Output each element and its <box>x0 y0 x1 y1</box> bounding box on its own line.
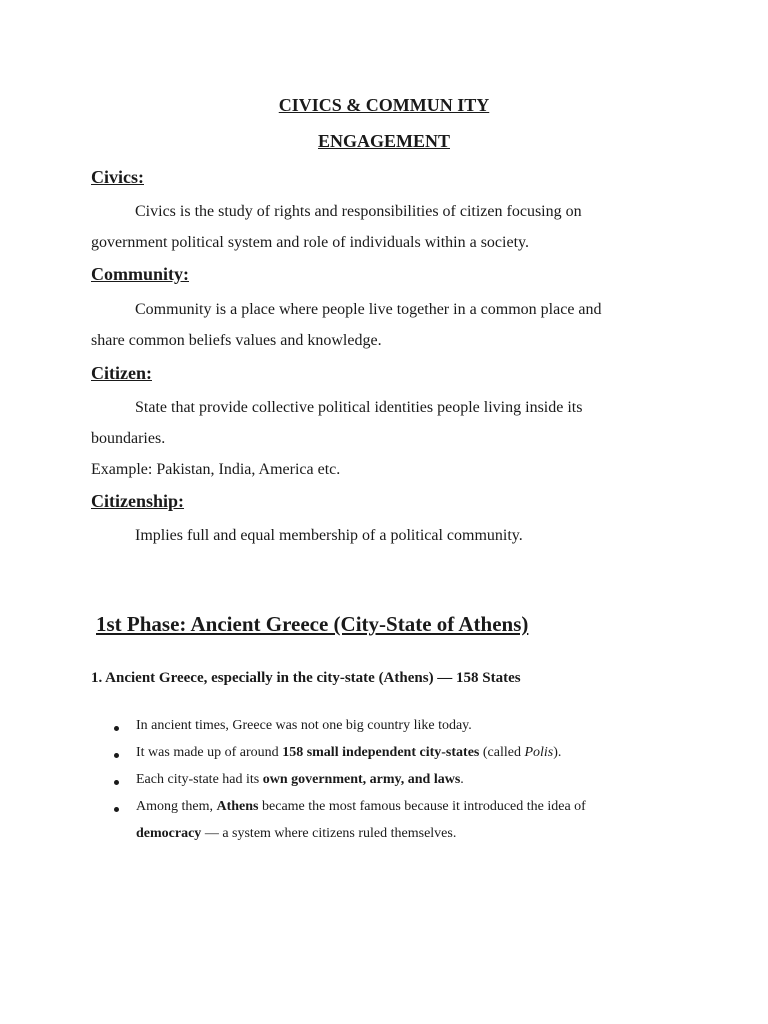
citizenship-text-line-1: Implies full and equal membership of a political community. <box>135 527 523 544</box>
civics-text-line-2: government political system and role of individuals within a society. <box>91 234 529 251</box>
bullet-continuation-line <box>136 826 456 842</box>
citizen-text-line-1: State that provide collective political identities people living inside its <box>135 399 583 416</box>
heading-civics: Civics: <box>91 167 144 187</box>
community-text-line-2: share common beliefs values and knowledge. <box>91 332 382 349</box>
citizen-example-line: Example: Pakistan, India, America etc. <box>91 461 341 478</box>
bullet-text-run: Polis <box>524 745 554 760</box>
document-title-line-1: CIVICS & COMMUN ITY <box>278 95 490 115</box>
bullet-item <box>136 718 472 734</box>
bullet-icon <box>114 753 119 758</box>
bullet-text-run: In ancient times, Greece was not one big country like today. <box>136 718 472 733</box>
bullet-icon <box>114 780 119 785</box>
bullet-text-run: (called <box>479 745 525 760</box>
bullet-text-run: Among them, <box>136 799 217 814</box>
citizen-text-line-2: boundaries. <box>91 430 166 447</box>
heading-citizenship: Citizenship: <box>91 491 185 511</box>
bullet-text-run: ). <box>553 745 562 760</box>
bullet-text-run: democracy <box>136 826 202 841</box>
document-title-line-2: ENGAGEMENT <box>317 131 450 151</box>
bullet-item <box>136 745 561 761</box>
bullet-item <box>136 799 586 815</box>
bullet-item <box>136 772 464 788</box>
bullet-text-run: became the most famous because it introduced the idea of <box>258 799 586 814</box>
community-text-line-1: Community is a place where people live together in a common place and <box>135 301 602 318</box>
bullet-text-run: Athens <box>216 799 259 814</box>
bullet-text-run: Each city-state had its <box>136 772 263 787</box>
bullet-text-run: . <box>460 772 464 787</box>
heading-community: Community: <box>91 264 189 284</box>
bullet-text-run: — a system where citizens ruled themselves. <box>201 826 457 841</box>
bullet-text-run: own government, army, and laws <box>262 772 461 787</box>
bullet-text-run: It was made up of around <box>136 745 283 760</box>
heading-citizen: Citizen: <box>91 363 152 383</box>
bullet-text-run: 158 small independent city-states <box>282 745 480 760</box>
bullet-icon <box>114 726 119 731</box>
phase-heading: 1st Phase: Ancient Greece (City-State of Athens) <box>96 612 529 636</box>
phase-subheading: 1. Ancient Greece, especially in the city-state (Athens) — 158 States <box>91 670 521 686</box>
civics-text-line-1: Civics is the study of rights and responsibilities of citizen focusing on <box>135 203 582 220</box>
bullet-icon <box>114 807 119 812</box>
